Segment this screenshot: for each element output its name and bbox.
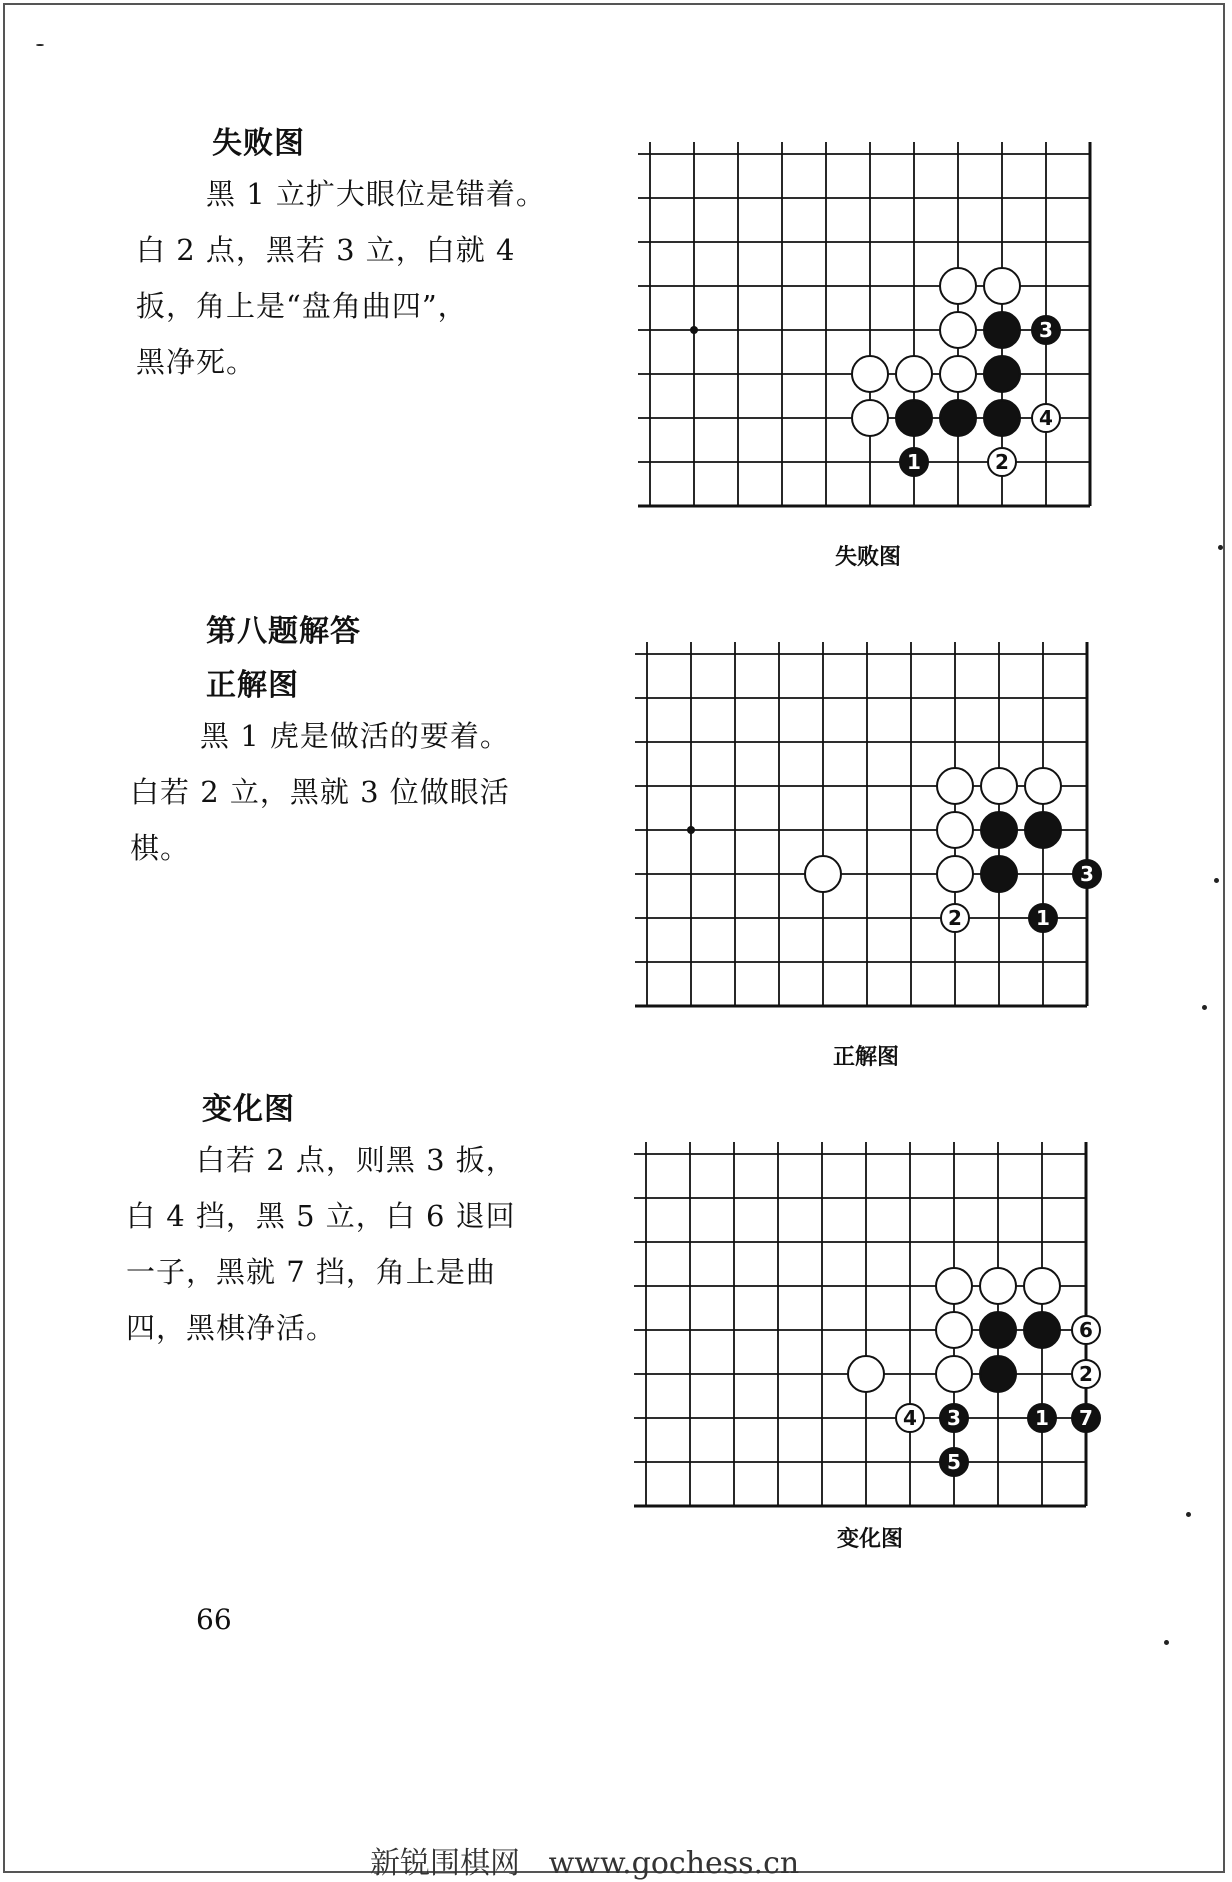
move-number: 2 bbox=[1079, 1362, 1093, 1386]
move-number: 2 bbox=[948, 906, 962, 930]
text-line: 白若 2 点，则黑 3 扳， bbox=[166, 1143, 516, 1177]
white-stone bbox=[940, 356, 976, 392]
move-number: 1 bbox=[907, 450, 921, 474]
black-stone bbox=[984, 312, 1020, 348]
black-stone bbox=[1025, 812, 1061, 848]
text-line: 扳，角上是“盘角曲四”， bbox=[136, 289, 468, 323]
black-stone bbox=[980, 1312, 1016, 1348]
white-stone bbox=[937, 856, 973, 892]
answer-title: 第八题解答 bbox=[206, 614, 361, 649]
white-stone bbox=[936, 1312, 972, 1348]
white-stone bbox=[936, 1356, 972, 1392]
move-number: 5 bbox=[947, 1450, 961, 1474]
move-number: 3 bbox=[947, 1406, 961, 1430]
white-stone bbox=[805, 856, 841, 892]
white-stone bbox=[1025, 768, 1061, 804]
text-line: 白若 2 立，黑就 3 位做眼活 bbox=[130, 775, 510, 809]
diagram-caption-failure: 失败图 bbox=[834, 545, 901, 570]
white-stone bbox=[980, 1268, 1016, 1304]
move-number: 3 bbox=[1080, 862, 1094, 886]
black-stone bbox=[940, 400, 976, 436]
go-board-solution bbox=[617, 640, 1094, 1010]
move-number: 4 bbox=[1039, 406, 1053, 430]
move-number: 1 bbox=[1035, 1406, 1049, 1430]
text-line: 白 2 点，黑若 3 立，白就 4 bbox=[136, 233, 516, 267]
black-stone bbox=[980, 1356, 1016, 1392]
go-board-variation bbox=[616, 1140, 1093, 1510]
scan-speck bbox=[1164, 1640, 1169, 1645]
scan-speck bbox=[1214, 878, 1219, 883]
move-number: 1 bbox=[1036, 906, 1050, 930]
section-heading-failure: 失败图 bbox=[212, 126, 305, 161]
text-line: 黑 1 虎是做活的要着。 bbox=[170, 719, 510, 753]
white-stone bbox=[937, 812, 973, 848]
scan-speck bbox=[1218, 545, 1223, 550]
diagram-caption-variation: 变化图 bbox=[836, 1527, 903, 1552]
black-stone bbox=[896, 400, 932, 436]
move-number: 4 bbox=[903, 1406, 917, 1430]
white-stone bbox=[984, 268, 1020, 304]
black-stone bbox=[981, 812, 1017, 848]
black-stone bbox=[984, 400, 1020, 436]
star-point bbox=[690, 326, 698, 334]
text-line: 黑净死。 bbox=[136, 345, 257, 379]
move-number: 3 bbox=[1039, 318, 1053, 342]
text-line: 棋。 bbox=[130, 831, 191, 865]
site-watermark: 新锐围棋网 www.gochess.cn bbox=[370, 1846, 800, 1881]
white-stone bbox=[937, 768, 973, 804]
star-point bbox=[687, 826, 695, 834]
scan-speck bbox=[36, 44, 44, 46]
diagram-caption-solution: 正解图 bbox=[832, 1045, 899, 1070]
text-line: 一子，黑就 7 挡，角上是曲 bbox=[126, 1255, 496, 1289]
text-line: 四，黑棋净活。 bbox=[126, 1311, 337, 1345]
section-heading-variation: 变化图 bbox=[202, 1092, 295, 1127]
move-number: 6 bbox=[1079, 1318, 1093, 1342]
section-heading-solution: 正解图 bbox=[206, 668, 299, 703]
text-line: 黑 1 立扩大眼位是错着。 bbox=[176, 177, 546, 211]
text-line: 白 4 挡，黑 5 立，白 6 退回 bbox=[126, 1199, 516, 1233]
scan-speck bbox=[1202, 1005, 1207, 1010]
white-stone bbox=[852, 400, 888, 436]
page-number: 66 bbox=[196, 1603, 232, 1636]
white-stone bbox=[981, 768, 1017, 804]
move-number: 2 bbox=[995, 450, 1009, 474]
white-stone bbox=[936, 1268, 972, 1304]
black-stone bbox=[984, 356, 1020, 392]
white-stone bbox=[896, 356, 932, 392]
white-stone bbox=[940, 268, 976, 304]
scan-speck bbox=[1186, 1512, 1191, 1517]
white-stone bbox=[852, 356, 888, 392]
go-board-failure bbox=[620, 140, 1080, 510]
black-stone bbox=[1024, 1312, 1060, 1348]
white-stone bbox=[940, 312, 976, 348]
black-stone bbox=[981, 856, 1017, 892]
white-stone bbox=[1024, 1268, 1060, 1304]
move-number: 7 bbox=[1079, 1406, 1093, 1430]
white-stone bbox=[848, 1356, 884, 1392]
